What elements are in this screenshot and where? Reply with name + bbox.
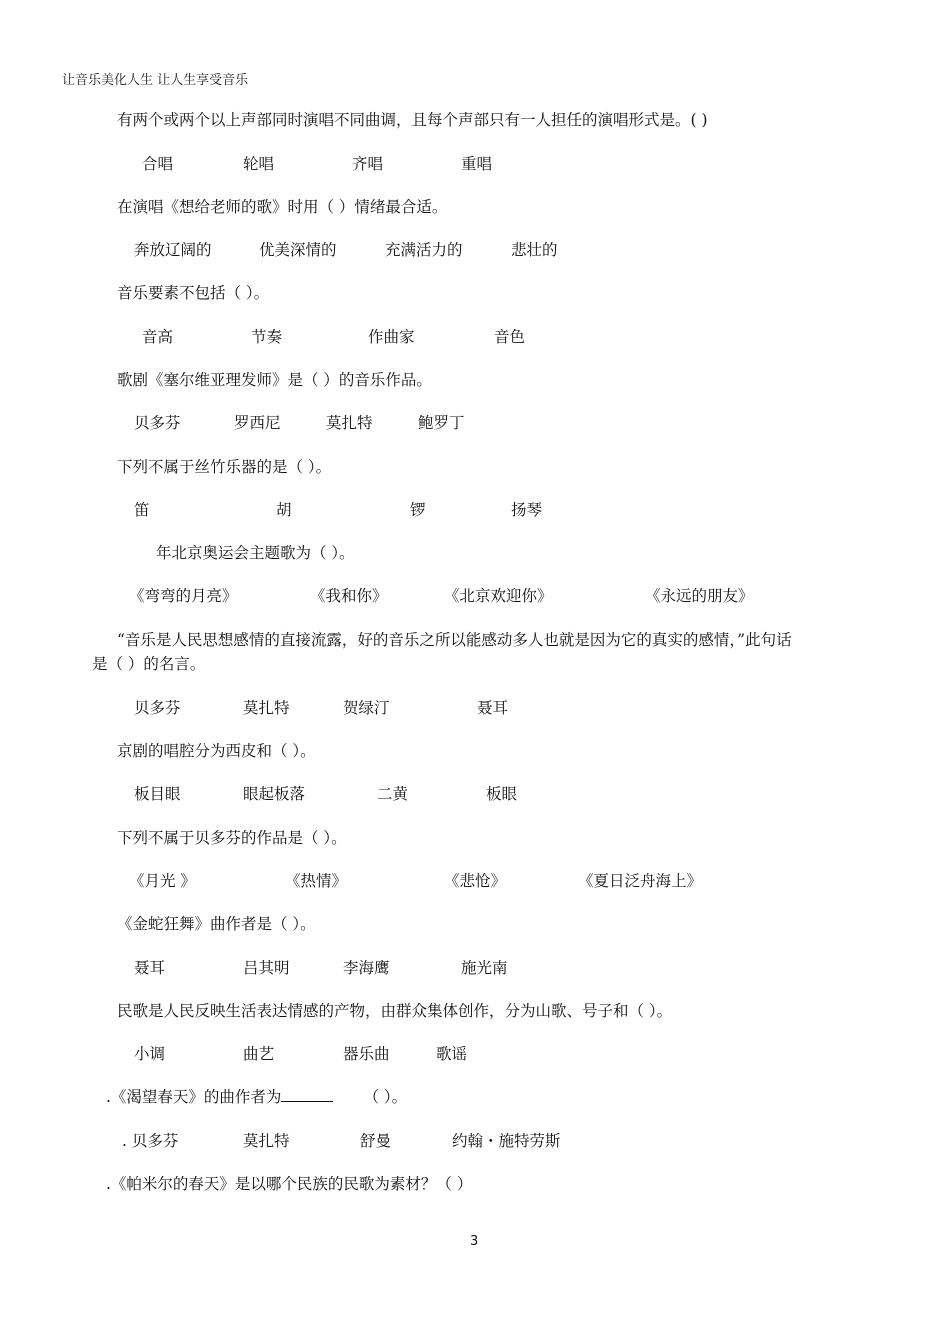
option-6a: 《弯弯的月亮》 bbox=[129, 587, 238, 605]
question-7-cont: 是（ ）的名言。 bbox=[92, 655, 206, 673]
option-2b: 优美深情的 bbox=[259, 241, 337, 259]
question-9: 下列不属于贝多芬的作品是（ ）。 bbox=[117, 829, 347, 847]
option-3b: 节奏 bbox=[251, 328, 283, 346]
question-12 bbox=[106, 1085, 407, 1107]
question-2: 在演唱《想给老师的歌》时用（ ）情绪最合适。 bbox=[117, 198, 448, 216]
option-4b: 罗西尼 bbox=[234, 414, 281, 432]
question-1: 有两个或两个以上声部同时演唱不同曲调，且每个声部只有一人担任的演唱形式是。( ) bbox=[117, 111, 708, 129]
question-3: 音乐要素不包括（ ）。 bbox=[117, 284, 270, 302]
option-12a: . 贝多芬 bbox=[122, 1132, 179, 1150]
option-6d: 《永远的朋友》 bbox=[645, 587, 754, 605]
option-12c: 舒曼 bbox=[360, 1132, 392, 1150]
option-11d: 歌谣 bbox=[436, 1045, 468, 1063]
page-number: 3 bbox=[470, 1234, 479, 1249]
option-4a: 贝多芬 bbox=[134, 414, 181, 432]
option-7a: 贝多芬 bbox=[134, 699, 181, 717]
option-7c: 贺绿汀 bbox=[343, 699, 390, 717]
option-8d: 板眼 bbox=[486, 785, 518, 803]
option-8b: 眼起板落 bbox=[243, 785, 306, 803]
option-5a: 笛 bbox=[134, 501, 150, 519]
option-5d: 扬琴 bbox=[511, 501, 543, 519]
option-3c: 作曲家 bbox=[368, 328, 415, 346]
option-10c: 李海鹰 bbox=[343, 959, 390, 977]
question-11: 民歌是人民反映生活表达情感的产物，由群众集体创作，分为山歌、号子和（ ）。 bbox=[117, 1002, 673, 1020]
option-2d: 悲壮的 bbox=[511, 241, 558, 259]
question-5: 下列不属于丝竹乐器的是（ ）。 bbox=[117, 458, 332, 476]
option-9d: 《夏日泛舟海上》 bbox=[578, 872, 703, 890]
option-8a: 板目眼 bbox=[134, 785, 181, 803]
option-12b: 莫扎特 bbox=[243, 1132, 290, 1150]
option-1b: 轮唱 bbox=[243, 155, 275, 173]
question-12-paren: （ ）。 bbox=[363, 1088, 408, 1106]
option-1c: 齐唱 bbox=[352, 155, 384, 173]
option-12d: 约翰・施特劳斯 bbox=[452, 1132, 561, 1150]
option-5b: 胡 bbox=[276, 501, 292, 519]
option-4c: 莫扎特 bbox=[326, 414, 373, 432]
answer-blank bbox=[281, 1087, 333, 1102]
option-11c: 器乐曲 bbox=[343, 1045, 390, 1063]
question-6: 年北京奥运会主题歌为（ ）。 bbox=[156, 544, 355, 562]
question-7: “音乐是人民思想感情的直接流露，好的音乐之所以能感动多人也就是因为它的真实的感情，”此句话 bbox=[117, 631, 792, 649]
option-8c: 二黄 bbox=[377, 785, 409, 803]
question-13: .《帕米尔的春天》是以哪个民族的民歌为素材？（ ） bbox=[106, 1175, 473, 1193]
option-6b: 《我和你》 bbox=[310, 587, 388, 605]
option-10b: 吕其明 bbox=[243, 959, 290, 977]
option-9b: 《热情》 bbox=[285, 872, 348, 890]
option-7d: 聂耳 bbox=[477, 699, 509, 717]
option-9a: 《月光 》 bbox=[129, 872, 196, 890]
option-1a: 合唱 bbox=[142, 155, 174, 173]
option-11b: 曲艺 bbox=[243, 1045, 275, 1063]
option-10a: 聂耳 bbox=[134, 959, 166, 977]
option-7b: 莫扎特 bbox=[243, 699, 290, 717]
option-2a: 奔放辽阔的 bbox=[134, 241, 212, 259]
option-10d: 施光南 bbox=[461, 959, 508, 977]
option-2c: 充满活力的 bbox=[385, 241, 463, 259]
option-11a: 小调 bbox=[134, 1045, 166, 1063]
question-8: 京剧的唱腔分为西皮和（ ）。 bbox=[117, 742, 316, 760]
option-4d: 鲍罗丁 bbox=[418, 414, 465, 432]
page-header: 让音乐美化人生 让人生享受音乐 bbox=[62, 73, 249, 88]
option-9c: 《悲怆》 bbox=[444, 872, 507, 890]
question-12-text: .《渴望春天》的曲作者为 bbox=[106, 1088, 282, 1106]
option-5c: 锣 bbox=[410, 501, 426, 519]
question-4: 歌剧《塞尔维亚理发师》是（ ）的音乐作品。 bbox=[117, 371, 432, 389]
option-6c: 《北京欢迎你》 bbox=[444, 587, 553, 605]
option-1d: 重唱 bbox=[461, 155, 493, 173]
question-10: 《金蛇狂舞》曲作者是（ ）。 bbox=[117, 915, 316, 933]
option-3d: 音色 bbox=[494, 328, 526, 346]
option-3a: 音高 bbox=[142, 328, 174, 346]
